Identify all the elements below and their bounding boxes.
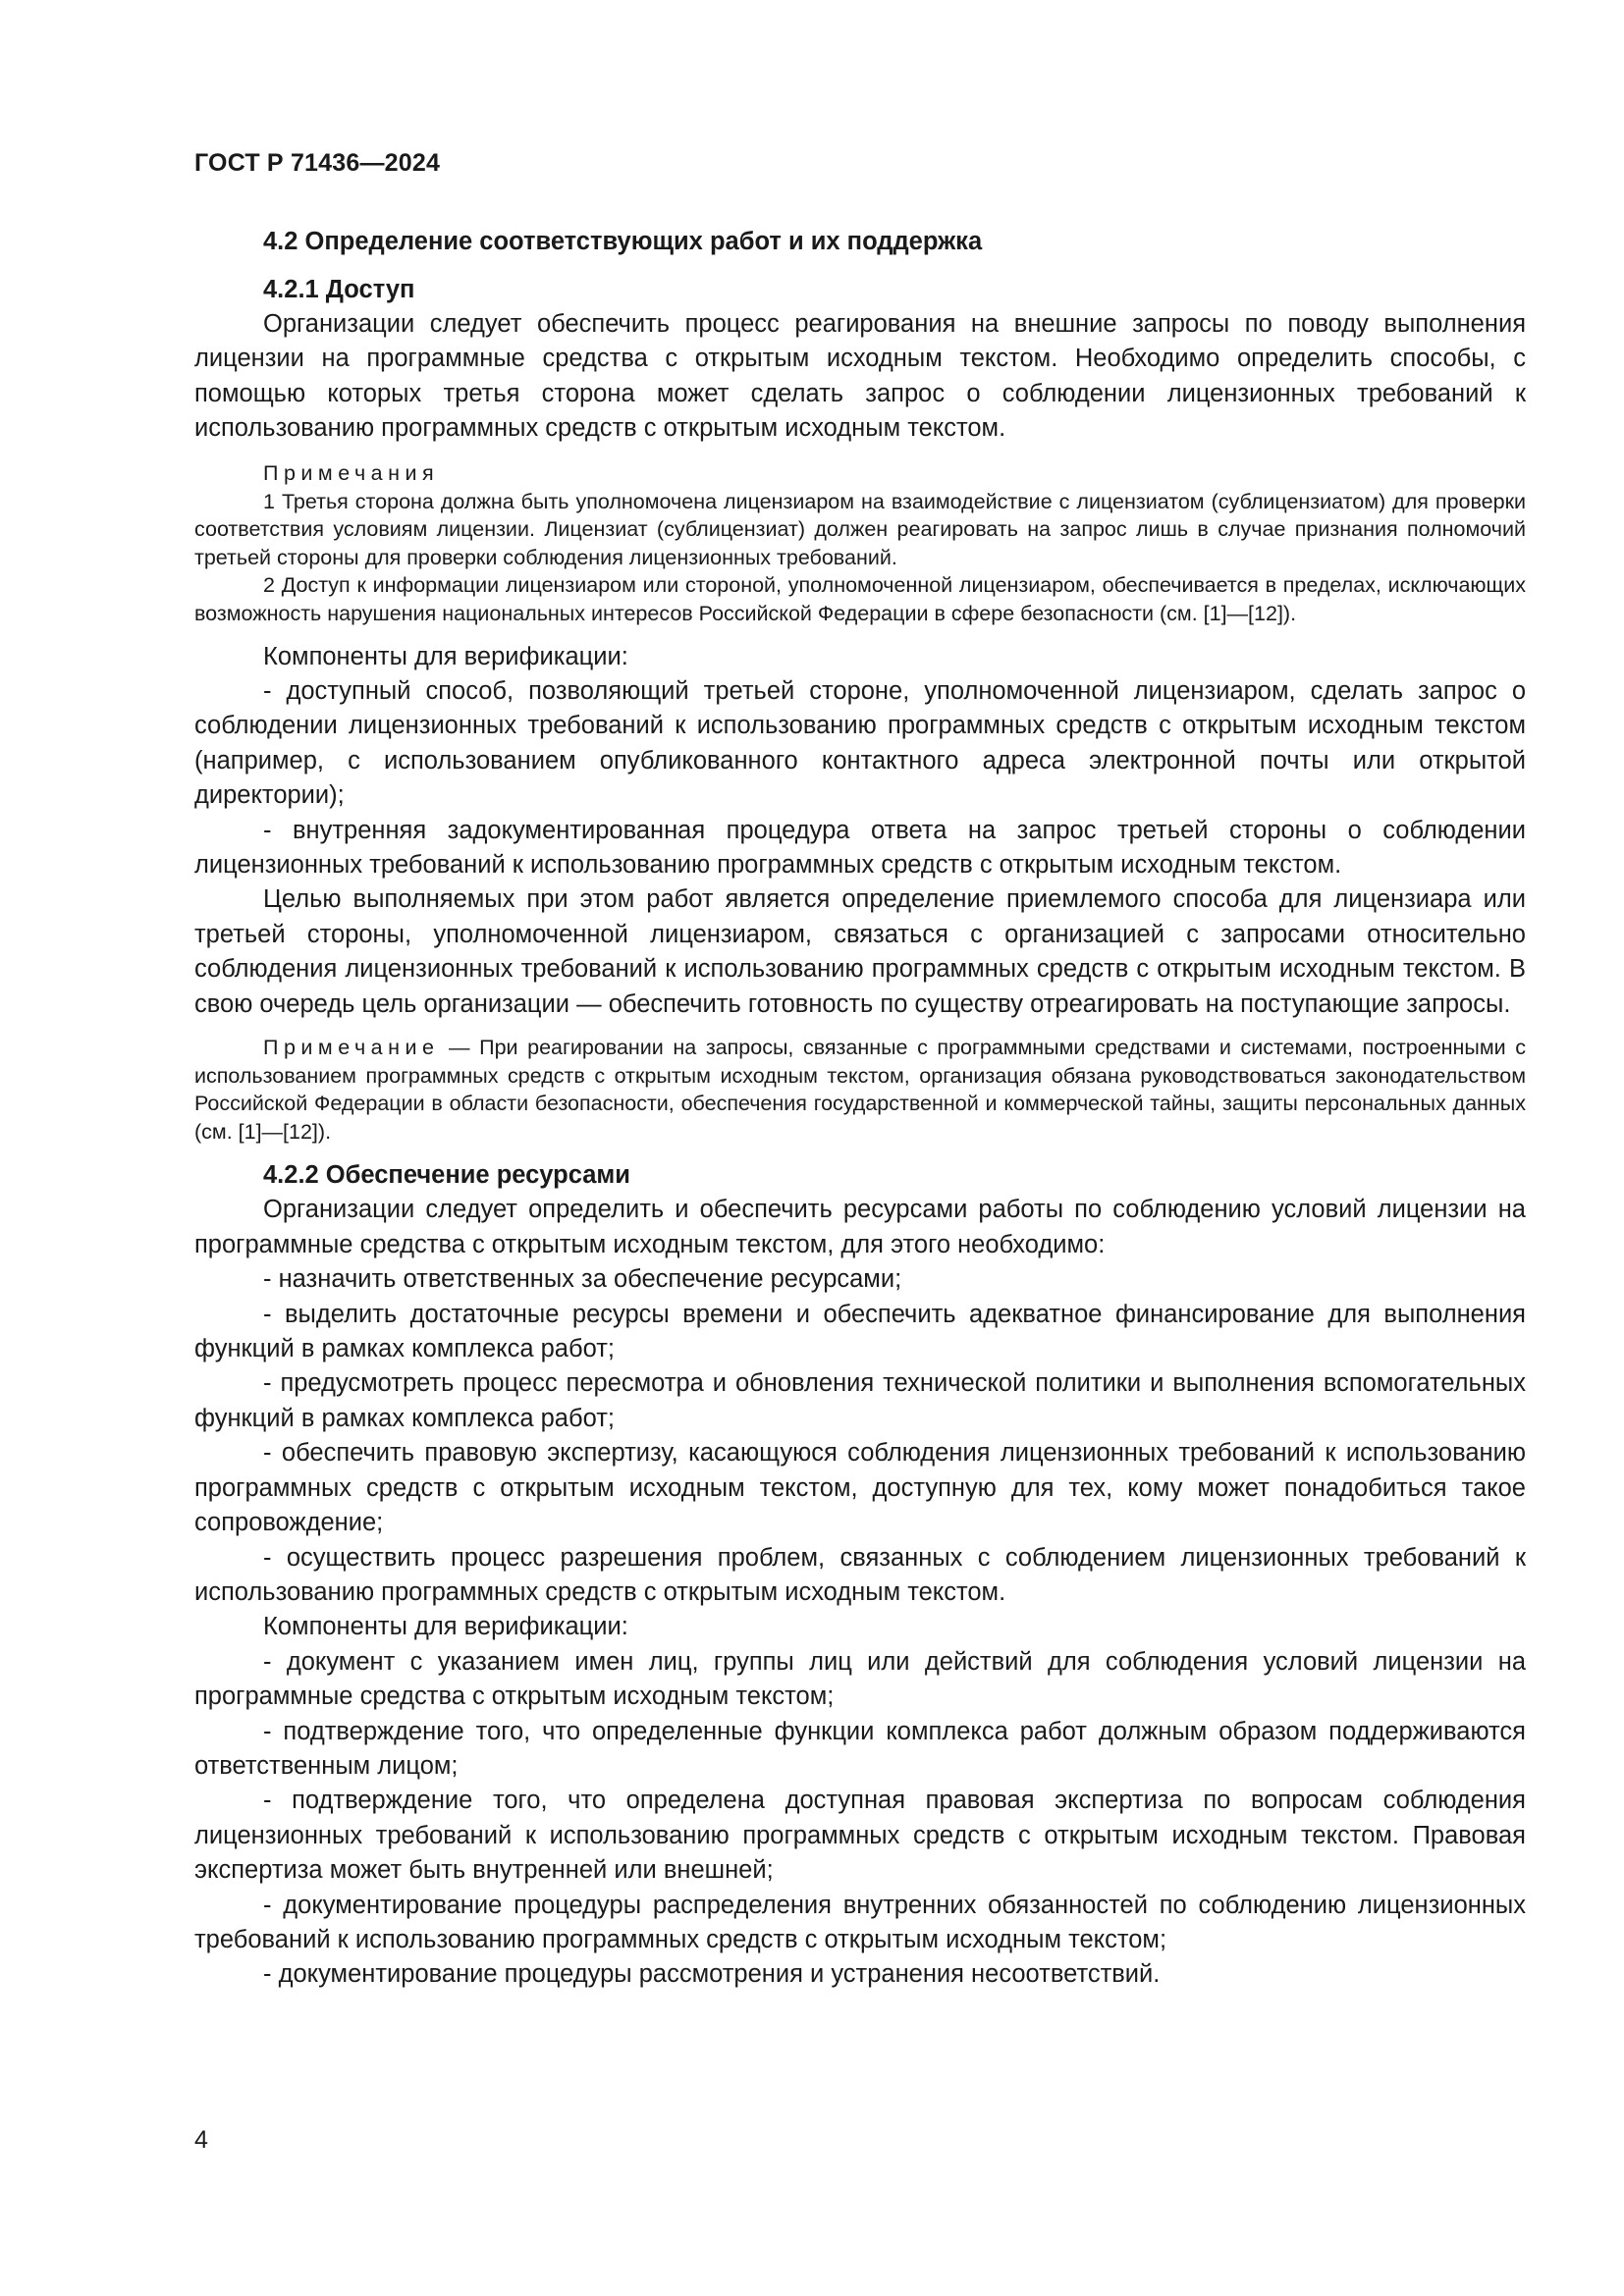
document-id-header: ГОСТ Р 71436—2024: [194, 149, 441, 177]
section-4-2-1-intro: Организации следует обеспечить процесс реагирования на внешние запросы по поводу выполнения лицензии на программные средства с открытым исходным текстом. Необходимо определить способы, с помощью которых третья сторона может сделать запрос о соблюдении лицензионных требований к использованию программных средств с открытым исходным текстом.: [194, 310, 1526, 443]
verification-item: - подтверждение того, что определена доступная правовая экспертиза по вопросам соблюдения лицензионных требований к использованию программных средств с открытым исходным текстом. Правовая экспертиза может быть внутренней или внешней;: [194, 1787, 1526, 1885]
verification-item: - подтверждение того, что определенные функции комплекса работ должным образом поддерживаются ответственным лицом;: [194, 1717, 1526, 1780]
resource-item: - назначить ответственных за обеспечение ресурсами;: [263, 1265, 902, 1294]
resource-item: - осуществить процесс разрешения проблем, связанных с соблюдением лицензионных требований к использованию программных средств с открытым исходным текстом.: [194, 1543, 1526, 1606]
note-2: 2 Доступ к информации лицензиаром или стороной, уполномоченной лицензиаром, обеспечивается в пределах, исключающих возможность нарушения национальных интересов Российской Федерации в сфере безопасности (см. [1]—[12]).: [194, 573, 1526, 625]
verification-item: - документ с указанием имен лиц, группы лиц или действий для соблюдения условий лицензии на программные средства с открытым исходным текстом;: [194, 1647, 1526, 1711]
purpose-paragraph: Целью выполняемых при этом работ является определение приемлемого способа для лицензиара или третьей стороны, уполномоченной лицензиаром, связаться с организацией с запросами относительно соблюдения лицензионных требований к использованию программных средств с открытым исходным текстом. В свою очередь цель организации — обеспечить готовность по существу отреагировать на поступающие запросы.: [194, 885, 1526, 1018]
section-4-2-1-heading: 4.2.1 Доступ: [263, 276, 415, 303]
verification-item: - документирование процедуры рассмотрения и устранения несоответствий.: [263, 1960, 1161, 1989]
verification-item: - документирование процедуры распределения внутренних обязанностей по соблюдению лицензионных требований к использованию программных средств с открытым исходным текстом;: [194, 1891, 1526, 1953]
note-single: [194, 1034, 1526, 1146]
verification-label-1: Компоненты для верификации:: [263, 642, 628, 670]
resource-item: - предусмотреть процесс пересмотра и обновления технической политики и выполнения вспомогательных функций в рамках комплекса работ;: [194, 1369, 1526, 1432]
section-4-2-2-intro: Организации следует определить и обеспечить ресурсами работы по соблюдению условий лицензии на программные средства с открытым исходным текстом, для этого необходимо:: [194, 1196, 1526, 1258]
page-content: [194, 224, 1526, 1993]
note-single-dash: —: [439, 1036, 480, 1060]
resource-item: - выделить достаточные ресурсы времени и обеспечить адекватное финансирование для выполнения функций в рамках комплекса работ;: [194, 1300, 1526, 1363]
notes-label: Примечания: [263, 460, 440, 485]
note-single-label: Примечание: [263, 1036, 440, 1060]
section-4-2-2-heading: 4.2.2 Обеспечение ресурсами: [263, 1161, 630, 1190]
verification-item-2: - внутренняя задокументированная процедура ответа на запрос третьей стороны о соблюдении лицензионных требований к использованию программных средств с открытым исходным текстом.: [194, 816, 1526, 880]
resource-item: - обеспечить правовую экспертизу, касающуюся соблюдения лицензионных требований к использованию программных средств с открытым исходным текстом, доступную для тех, кому может понадобиться такое сопровождение;: [194, 1439, 1526, 1537]
note-1: 1 Третья сторона должна быть уполномочена лицензиаром на взаимодействие с лицензиатом (сублицензиатом) для проверки соответствия условиям лицензии. Лицензиат (сублицензиат) должен реагировать на запрос лишь в случае признания полномочий третьей стороны для проверки соблюдения лицензионных требований.: [194, 489, 1526, 569]
note-single-text: При реагировании на запросы, связанные с программными средствами и системами, построенными с использованием программных средств с открытым исходным текстом, организация обязана руководствоваться законодательством Российской Федерации в области безопасности, обеспечения государственной и коммерческой тайны, защиты персональных данных (см. [1]—[12]).: [194, 1036, 1527, 1144]
verification-label-2: Компоненты для верификации:: [263, 1613, 628, 1641]
verification-item-1: - доступный способ, позволяющий третьей стороне, уполномоченной лицензиаром, сделать запрос о соблюдении лицензионных требований к использованию программных средств с открытым исходным текстом (например, с использованием опубликованного контактного адреса электронной почты или открытой директории);: [194, 677, 1526, 810]
page-number: 4: [194, 2126, 208, 2154]
section-4-2-heading: 4.2 Определение соответствующих работ и их поддержка: [263, 228, 983, 255]
